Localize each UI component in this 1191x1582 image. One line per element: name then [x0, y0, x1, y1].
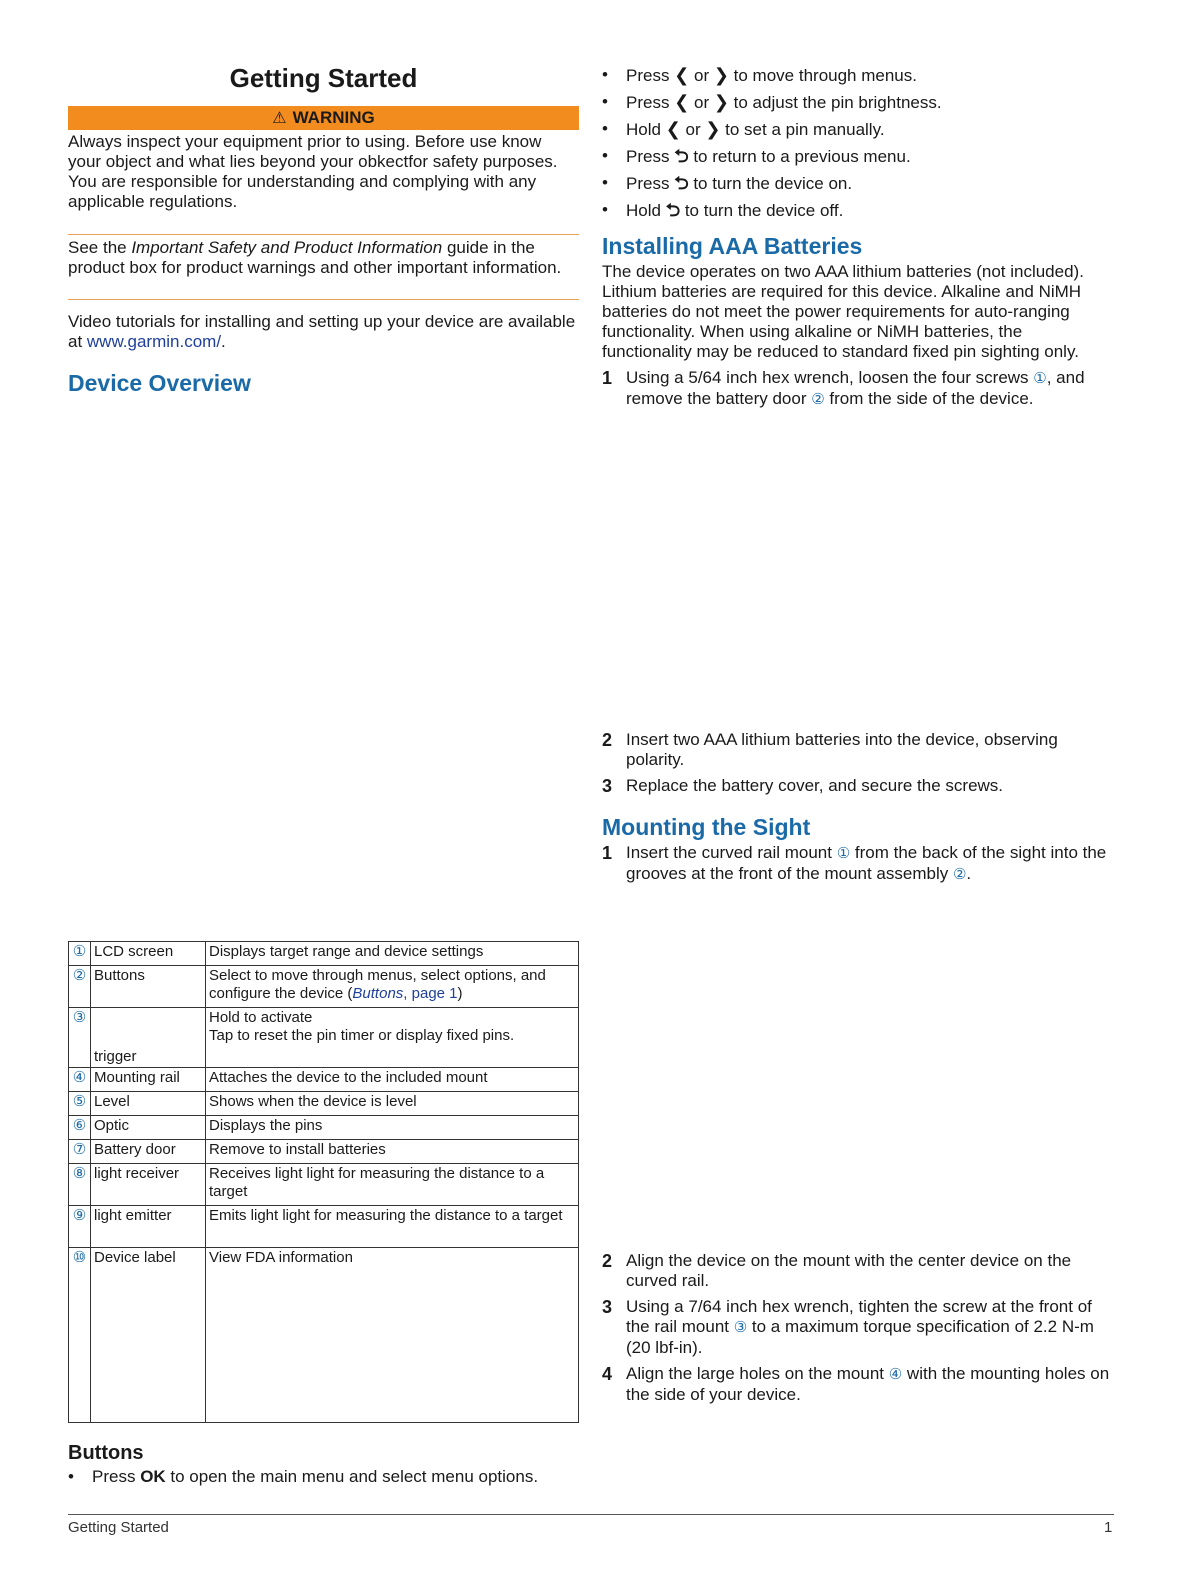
- part-name: Level: [91, 1092, 206, 1116]
- list-item: 1 Using a 5/64 inch hex wrench, loosen the four screws ①, and remove the battery door ② from the side of the device.: [602, 368, 1085, 408]
- mounting-heading: Mounting the Sight: [602, 814, 811, 840]
- list-item: 1 Insert the curved rail mount ① from the back of the sight into the grooves at the front of the mount assembly ②.: [602, 843, 1107, 883]
- part-desc: Remove to install batteries: [206, 1140, 579, 1164]
- table-row: [69, 966, 579, 1008]
- table-row: [69, 1248, 579, 1423]
- batteries-heading: Installing AAA Batteries: [602, 233, 863, 259]
- callout-number: ⑩: [69, 1248, 91, 1423]
- callout-number: ③: [69, 1008, 91, 1068]
- list-item: • Hold ⮌ to turn the device off.: [602, 200, 844, 220]
- safety-note: See the Important Safety and Product Information guide in the product box for product warnings and other important information.: [68, 238, 562, 277]
- callout-number: ②: [69, 966, 91, 1008]
- page-title: Getting Started: [229, 63, 418, 93]
- buttons-heading: Buttons: [68, 1442, 144, 1464]
- list-item: • Press ⮌ to turn the device on.: [602, 173, 853, 193]
- ok-key: OK: [140, 1467, 166, 1486]
- mounting-steps-a: [602, 843, 1114, 891]
- part-name: Optic: [91, 1116, 206, 1140]
- callout-number: ⑧: [69, 1164, 91, 1206]
- garmin-link[interactable]: www.garmin.com/: [86, 332, 222, 351]
- chevron-right-icon: ❯: [705, 119, 721, 139]
- list-item: 2 Insert two AAA lithium batteries into the device, observing polarity.: [602, 730, 1058, 769]
- footer-section: Getting Started: [68, 1519, 169, 1536]
- table-row: [69, 1164, 579, 1206]
- list-item: 2 Align the device on the mount with the center device on the curved rail.: [602, 1251, 1072, 1290]
- part-desc: Select to move through menus, select options, and configure the device (Buttons, page 1): [206, 966, 579, 1008]
- list-item: • Hold ❮ or ❯ to set a pin manually.: [602, 119, 885, 139]
- list-item: 3 Replace the battery cover, and secure the screws.: [602, 776, 1004, 796]
- table-row: [69, 1206, 579, 1248]
- part-desc: Emits light light for measuring the distance to a target: [206, 1206, 579, 1248]
- back-icon: ⮌: [674, 146, 689, 166]
- part-name: LCD screen: [91, 942, 206, 966]
- chevron-right-icon: ❯: [713, 92, 729, 112]
- warning-bar: [68, 106, 579, 130]
- warning-triangle-icon: ⚠: [272, 110, 287, 127]
- part-desc: Receives light light for measuring the distance to a target: [206, 1164, 579, 1206]
- footer-divider: [68, 1514, 1114, 1515]
- callout-number: ⑦: [69, 1140, 91, 1164]
- list-item: • Press OK to open the main menu and select menu options.: [68, 1467, 539, 1486]
- part-name: light receiver: [91, 1164, 206, 1206]
- part-desc: Shows when the device is level: [206, 1092, 579, 1116]
- part-name: light emitter: [91, 1206, 206, 1248]
- divider: [68, 234, 579, 235]
- parts-table: [68, 941, 579, 1423]
- battery-steps-b: [602, 730, 1114, 802]
- chevron-left-icon: ❮: [674, 92, 690, 112]
- list-item: 3 Using a 7/64 inch hex wrench, tighten the screw at the front of the rail mount ③ to a maximum torque specification of 2.2 N-m (20 lbf-in).: [602, 1297, 1094, 1357]
- callout-number: ⑨: [69, 1206, 91, 1248]
- callout-number: ⑤: [69, 1092, 91, 1116]
- list-item: • Press ❮ or ❯ to move through menus.: [602, 65, 917, 85]
- part-desc: Displays target range and device settings: [206, 942, 579, 966]
- table-row: [69, 1116, 579, 1140]
- part-desc: Displays the pins: [206, 1116, 579, 1140]
- part-name: Buttons: [91, 966, 206, 1008]
- battery-steps-a: [602, 368, 1114, 416]
- batteries-intro: The device operates on two AAA lithium batteries (not included). Lithium batteries are required for this device. Alkaline and NiMH batteries do not meet the power requirements for auto-ranging functionality. When using alkaline or NiMH batteries, the functionality may be reduced to standard fixed pin sighting only.: [602, 262, 1084, 361]
- video-note: Video tutorials for installing and setting up your device are available at www.garmin.com/.: [68, 312, 576, 351]
- part-desc: Attaches the device to the included mount: [206, 1068, 579, 1092]
- part-name: trigger: [91, 1008, 206, 1068]
- list-item: 4 Align the large holes on the mount ④ with the mounting holes on the side of your device.: [602, 1364, 1110, 1404]
- chevron-right-icon: ❯: [713, 65, 729, 85]
- device-overview-heading: Device Overview: [68, 370, 251, 396]
- buttons-page-link[interactable]: Buttons, page 1: [352, 985, 458, 1002]
- callout-number: ⑥: [69, 1116, 91, 1140]
- table-row: [69, 1008, 579, 1068]
- back-icon: ⮌: [665, 200, 681, 220]
- table-row: [69, 1092, 579, 1116]
- list-item: • Press ⮌ to return to a previous menu.: [602, 146, 911, 166]
- part-name: Battery door: [91, 1140, 206, 1164]
- divider: [68, 299, 579, 300]
- callout-number: ①: [69, 942, 91, 966]
- button-bullet-list: [602, 65, 1114, 227]
- part-name: Mounting rail: [91, 1068, 206, 1092]
- ok-bullet-list: [68, 1467, 588, 1493]
- part-name: Device label: [91, 1248, 206, 1423]
- callout-number: ④: [69, 1068, 91, 1092]
- warning-text: Always inspect your equipment prior to using. Before use know your object and what lies beyond your obkectfor safety purposes. You are responsible for understanding and complying with any applicable regulations.: [68, 132, 558, 211]
- part-desc: Hold to activate Tap to reset the pin timer or display fixed pins.: [206, 1008, 579, 1068]
- page-number: 1: [1104, 1519, 1113, 1536]
- table-row: [69, 1068, 579, 1092]
- back-icon: ⮌: [674, 173, 689, 193]
- chevron-left-icon: ❮: [674, 65, 690, 85]
- table-row: [69, 942, 579, 966]
- warning-label: WARNING: [292, 108, 375, 127]
- list-item: • Press ❮ or ❯ to adjust the pin brightness.: [602, 92, 942, 112]
- mounting-steps-b: [602, 1251, 1114, 1411]
- chevron-left-icon: ❮: [665, 119, 681, 139]
- part-desc: View FDA information: [206, 1248, 579, 1423]
- table-row: [69, 1140, 579, 1164]
